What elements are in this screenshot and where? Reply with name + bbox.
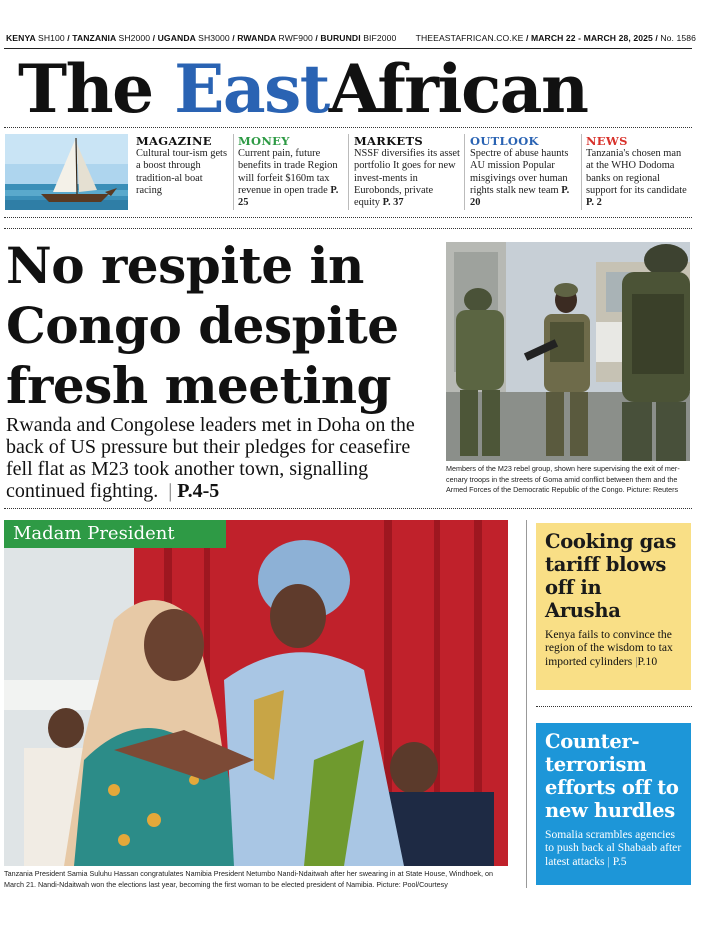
price-country: KENYA	[6, 33, 36, 43]
teaser-text: Spectre of abuse haunts AU mission Popular misgivings over human rights stalk new team	[470, 148, 569, 196]
sidebar-text: Somalia scrambles agencies to push back al Shabaab after latest attacks	[545, 828, 682, 868]
page-ref: P. 2	[586, 197, 602, 209]
teaser-markets[interactable]	[354, 134, 460, 212]
divider	[536, 706, 692, 707]
price-country: TANZANIA	[72, 33, 116, 43]
price-value: BIF2000	[363, 33, 397, 43]
masthead-african: African	[328, 50, 588, 128]
madam-president-label: Madam President	[4, 520, 226, 548]
page-ref: P.10	[637, 654, 658, 668]
lead-deck: Rwanda and Congolese leaders met in Doha on the back of US pressure but their pledges for ceasefire fell flat as M23 took another town, signalling continued fighting. | P.4-5	[6, 414, 415, 502]
divider	[233, 134, 234, 210]
price-value: RWF900	[278, 33, 313, 43]
section-label: MAGAZINE	[136, 134, 212, 148]
page-ref: P. 37	[382, 197, 404, 209]
price-country: RWANDA	[237, 33, 277, 43]
page-ref: P. 25	[238, 184, 339, 209]
teaser-outlook[interactable]	[470, 134, 578, 212]
m23-soldiers-photo	[446, 242, 690, 461]
price-value: SH3000	[198, 33, 230, 43]
sidebar-headline: Counter-terrorism efforts off to new hurdles	[545, 730, 679, 822]
topline	[6, 33, 696, 47]
teaser-magazine[interactable]	[136, 134, 230, 212]
teaser-text: Tanzania's chosen man at the WHO Dodoma banks on regional support for its candidate	[586, 148, 687, 196]
page-ref: P.4-5	[177, 480, 220, 502]
divider	[526, 520, 527, 888]
caption-text: Members of the M23 rebel group, shown here supervising the exit of mer-cenary troops in the streets of Goma amid conflict between them and the Armed Forces of the Democratic Republic of the Congo.	[446, 464, 680, 494]
lead-headline[interactable]: No respite in Congo despite fresh meeting	[6, 236, 399, 415]
section-label: OUTLOOK	[470, 134, 539, 148]
photo-credit: Picture: Reuters	[626, 485, 679, 494]
issue-info: THEEASTAFRICAN.CO.KE / MARCH 22 - MARCH 28, 2025 / No. 1586	[415, 33, 696, 43]
section-label: NEWS	[586, 134, 628, 148]
price-country: BURUNDI	[320, 33, 361, 43]
website: THEEASTAFRICAN.CO.KE	[415, 33, 524, 43]
deck-text: Rwanda and Congolese leaders met in Doha on the back of US pressure but their pledges for ceasefire fell flat as M23 took another town, signalling continued fighting.	[6, 414, 415, 502]
divider	[4, 508, 692, 509]
divider	[581, 134, 582, 210]
sidebar-text: Kenya fails to convince the region of the wisdom to tax imported cylinders	[545, 628, 673, 668]
caption-text: Tanzania President Samia Suluhu Hassan congratulates Namibia President Netumbo Nandi-Ndaitwah after her swearing in at State House, Windhoek, on March 21. Nandi-Ndaitwah won the elections last year, becoming the first woman to be elected president of Namibia.	[4, 869, 494, 889]
divider	[348, 134, 349, 210]
price-value: SH2000	[118, 33, 151, 43]
lead-photo-caption	[446, 464, 692, 496]
page-ref: P.5	[612, 854, 627, 868]
page-ref: P. 20	[470, 184, 570, 209]
price-country: UGANDA	[157, 33, 196, 43]
section-label: MARKETS	[354, 134, 423, 148]
teaser-text: Current pain, future benefits in trade Region will forfeit $160m tax revenue in open trade	[238, 148, 338, 196]
divider	[4, 127, 692, 128]
issue-date: MARCH 22 - MARCH 28, 2025	[530, 33, 653, 43]
feature-photo-caption	[4, 869, 512, 890]
sidebar-story-counter-terrorism[interactable]: Counter-terrorism efforts off to new hurdles Somalia scrambles agencies to push back al Shabaab after latest attacks | P.5	[536, 723, 691, 885]
masthead-the: The	[18, 50, 175, 128]
sailboat-photo	[5, 134, 128, 210]
teaser-money[interactable]	[238, 134, 344, 212]
price-value: SH100	[37, 33, 65, 43]
divider	[4, 217, 692, 218]
presidents-embrace-photo	[4, 520, 508, 866]
sidebar-headline: Cooking gas tariff blows off in Arusha	[545, 530, 677, 622]
teaser-text: Cultural tour-ism gets a boost through tradition-al boat racing	[136, 148, 227, 196]
masthead-east: East	[174, 50, 329, 128]
divider	[4, 228, 692, 229]
teaser-news[interactable]	[586, 134, 690, 212]
masthead	[18, 48, 678, 130]
sidebar-story-cooking-gas[interactable]: Cooking gas tariff blows off in Arusha Kenya fails to convince the region of the wisdom to tax imported cylinders |P.10	[536, 523, 691, 690]
issue-number: No. 1586	[660, 33, 696, 43]
photo-credit: Picture: Pool/Courtesy	[376, 879, 448, 889]
divider	[464, 134, 465, 210]
section-label: MONEY	[238, 134, 290, 148]
cover-prices: KENYA SH100 / TANZANIA SH2000 / UGANDA SH3000 / RWANDA RWF900 / BURUNDI BIF2000	[6, 33, 397, 43]
teaser-text: NSSF diversifies its asset portfolio It goes for new invest-ments in Eurobonds, private equity	[354, 148, 460, 209]
